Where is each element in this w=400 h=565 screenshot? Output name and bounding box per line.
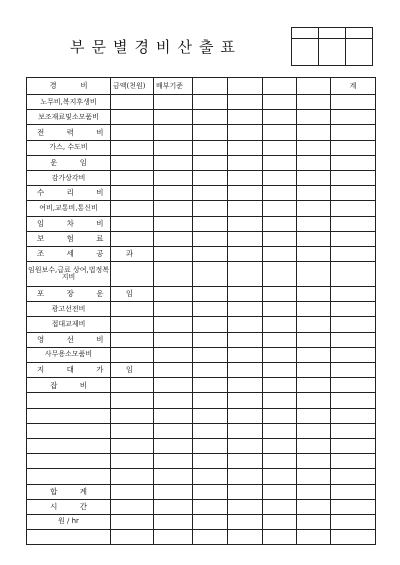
value-cell[interactable] (297, 393, 331, 408)
header-blank (193, 78, 228, 95)
value-cell[interactable] (228, 514, 263, 529)
value-cell[interactable] (331, 499, 376, 514)
row-label: 조 세 공 과 (27, 246, 111, 261)
row-label (27, 408, 111, 423)
value-cell[interactable] (228, 201, 263, 216)
value-cell[interactable] (263, 95, 297, 110)
value-cell[interactable] (263, 186, 297, 201)
value-cell[interactable] (263, 287, 297, 302)
value-cell[interactable] (193, 201, 228, 216)
value-cell[interactable] (263, 423, 297, 438)
value-cell[interactable] (331, 423, 376, 438)
value-cell[interactable] (228, 231, 263, 246)
value-cell[interactable] (193, 95, 228, 110)
row-label (27, 438, 111, 453)
value-cell[interactable] (263, 170, 297, 185)
table-row (27, 302, 376, 317)
table-row (27, 378, 376, 393)
table-row (27, 201, 376, 216)
value-cell[interactable] (154, 125, 193, 140)
value-cell[interactable] (193, 530, 228, 545)
value-cell[interactable] (154, 317, 193, 332)
value-cell[interactable] (297, 454, 331, 469)
table-row (27, 393, 376, 408)
value-cell[interactable] (111, 393, 154, 408)
row-label (27, 530, 111, 545)
header-blank (297, 78, 331, 95)
value-cell[interactable] (111, 514, 154, 529)
value-cell[interactable] (154, 423, 193, 438)
value-cell[interactable] (154, 363, 193, 378)
header-blank (228, 78, 263, 95)
value-cell[interactable] (297, 246, 331, 261)
value-cell[interactable] (297, 499, 331, 514)
value-cell[interactable] (193, 332, 228, 347)
value-cell[interactable] (193, 110, 228, 125)
value-cell[interactable] (331, 140, 376, 155)
header-blank (263, 78, 297, 95)
value-cell[interactable] (111, 408, 154, 423)
value-cell[interactable] (228, 454, 263, 469)
row-label (27, 454, 111, 469)
value-cell[interactable] (263, 363, 297, 378)
value-cell[interactable] (297, 363, 331, 378)
value-cell[interactable] (263, 201, 297, 216)
row-label: 합 계 (27, 484, 111, 499)
value-cell[interactable] (193, 155, 228, 170)
table-row (27, 363, 376, 378)
value-cell[interactable] (154, 393, 193, 408)
row-label: 가스, 수도비 (27, 140, 111, 155)
table-row (27, 287, 376, 302)
table-row (27, 246, 376, 261)
value-cell[interactable] (111, 332, 154, 347)
value-cell[interactable] (297, 216, 331, 231)
value-cell[interactable] (193, 186, 228, 201)
table-row (27, 110, 376, 125)
value-cell[interactable] (331, 201, 376, 216)
value-cell[interactable] (297, 110, 331, 125)
value-cell[interactable] (331, 484, 376, 499)
value-cell[interactable] (193, 408, 228, 423)
value-cell[interactable] (111, 499, 154, 514)
table-row (27, 95, 376, 110)
value-cell[interactable] (263, 262, 297, 287)
approval-stamp-box (291, 27, 373, 66)
value-cell[interactable] (111, 155, 154, 170)
value-cell[interactable] (263, 408, 297, 423)
value-cell[interactable] (331, 155, 376, 170)
table-row (27, 140, 376, 155)
value-cell[interactable] (154, 438, 193, 453)
header-total: 계 (331, 78, 376, 95)
value-cell[interactable] (228, 95, 263, 110)
value-cell[interactable] (228, 170, 263, 185)
value-cell[interactable] (193, 454, 228, 469)
value-cell[interactable] (228, 287, 263, 302)
table-row (27, 423, 376, 438)
value-cell[interactable] (297, 332, 331, 347)
value-cell[interactable] (228, 140, 263, 155)
value-cell[interactable] (193, 140, 228, 155)
row-label: 사무용소모품비 (27, 347, 111, 362)
value-cell[interactable] (297, 186, 331, 201)
value-cell[interactable] (297, 170, 331, 185)
value-cell[interactable] (263, 378, 297, 393)
value-cell[interactable] (154, 216, 193, 231)
table-row (27, 514, 376, 529)
value-cell[interactable] (154, 530, 193, 545)
table-row (27, 484, 376, 499)
table-row (27, 408, 376, 423)
value-cell[interactable] (228, 262, 263, 287)
value-cell[interactable] (154, 484, 193, 499)
value-cell[interactable] (193, 514, 228, 529)
row-label: 운 임 (27, 155, 111, 170)
value-cell[interactable] (331, 347, 376, 362)
value-cell[interactable] (154, 95, 193, 110)
value-cell[interactable] (228, 246, 263, 261)
value-cell[interactable] (228, 110, 263, 125)
value-cell[interactable] (111, 216, 154, 231)
row-label: 잡 비 (27, 378, 111, 393)
row-label: 지 대 가 임 (27, 363, 111, 378)
row-label: 임원보수,급료 상여,법정복지비 (27, 262, 111, 287)
value-cell[interactable] (331, 363, 376, 378)
value-cell[interactable] (263, 530, 297, 545)
row-label: 영 선 비 (27, 332, 111, 347)
value-cell[interactable] (154, 110, 193, 125)
value-cell[interactable] (297, 347, 331, 362)
value-cell[interactable] (228, 332, 263, 347)
value-cell[interactable] (228, 125, 263, 140)
value-cell[interactable] (263, 499, 297, 514)
value-cell[interactable] (154, 302, 193, 317)
value-cell[interactable] (154, 499, 193, 514)
value-cell[interactable] (263, 469, 297, 484)
value-cell[interactable] (297, 530, 331, 545)
value-cell[interactable] (331, 302, 376, 317)
value-cell[interactable] (263, 155, 297, 170)
value-cell[interactable] (263, 514, 297, 529)
table-row (27, 262, 376, 287)
value-cell[interactable] (297, 155, 331, 170)
row-label: 수 리 비 (27, 186, 111, 201)
value-cell[interactable] (228, 530, 263, 545)
value-cell[interactable] (331, 332, 376, 347)
value-cell[interactable] (297, 231, 331, 246)
table-row (27, 469, 376, 484)
value-cell[interactable] (297, 484, 331, 499)
approval-cell[interactable] (346, 39, 373, 66)
value-cell[interactable] (297, 378, 331, 393)
value-cell[interactable] (331, 317, 376, 332)
row-label: 광고선전비 (27, 302, 111, 317)
value-cell[interactable] (263, 454, 297, 469)
value-cell[interactable] (331, 110, 376, 125)
value-cell[interactable] (297, 408, 331, 423)
value-cell[interactable] (331, 246, 376, 261)
value-cell[interactable] (111, 262, 154, 287)
value-cell[interactable] (331, 95, 376, 110)
row-label: 감가상각비 (27, 170, 111, 185)
value-cell[interactable] (297, 469, 331, 484)
value-cell[interactable] (193, 438, 228, 453)
value-cell[interactable] (331, 514, 376, 529)
value-cell[interactable] (111, 454, 154, 469)
row-label: 여비,교통비,통신비 (27, 201, 111, 216)
value-cell[interactable] (154, 155, 193, 170)
value-cell[interactable] (331, 287, 376, 302)
value-cell[interactable] (228, 347, 263, 362)
value-cell[interactable] (297, 514, 331, 529)
value-cell[interactable] (297, 287, 331, 302)
value-cell[interactable] (111, 95, 154, 110)
value-cell[interactable] (331, 170, 376, 185)
header-allocation-basis: 배부기준 (154, 78, 193, 95)
value-cell[interactable] (228, 317, 263, 332)
value-cell[interactable] (331, 530, 376, 545)
value-cell[interactable] (193, 423, 228, 438)
row-label: 보조재료및소모품비 (27, 110, 111, 125)
value-cell[interactable] (111, 125, 154, 140)
value-cell[interactable] (193, 317, 228, 332)
value-cell[interactable] (331, 454, 376, 469)
table-header-row (27, 78, 376, 95)
value-cell[interactable] (111, 347, 154, 362)
value-cell[interactable] (297, 438, 331, 453)
table-row (27, 454, 376, 469)
value-cell[interactable] (111, 484, 154, 499)
row-label: 포 장 운 임 (27, 287, 111, 302)
value-cell[interactable] (228, 423, 263, 438)
value-cell[interactable] (154, 454, 193, 469)
value-cell[interactable] (111, 302, 154, 317)
value-cell[interactable] (154, 332, 193, 347)
value-cell[interactable] (154, 186, 193, 201)
value-cell[interactable] (111, 438, 154, 453)
value-cell[interactable] (331, 186, 376, 201)
value-cell[interactable] (111, 140, 154, 155)
value-cell[interactable] (193, 262, 228, 287)
value-cell[interactable] (193, 347, 228, 362)
value-cell[interactable] (193, 246, 228, 261)
value-cell[interactable] (331, 469, 376, 484)
value-cell[interactable] (228, 393, 263, 408)
value-cell[interactable] (111, 469, 154, 484)
value-cell[interactable] (297, 317, 331, 332)
value-cell[interactable] (228, 302, 263, 317)
table-row (27, 155, 376, 170)
table-row (27, 216, 376, 231)
value-cell[interactable] (263, 246, 297, 261)
value-cell[interactable] (263, 484, 297, 499)
row-label (27, 393, 111, 408)
value-cell[interactable] (263, 332, 297, 347)
value-cell[interactable] (228, 216, 263, 231)
approval-cell[interactable] (292, 39, 319, 66)
row-label (27, 423, 111, 438)
value-cell[interactable] (154, 378, 193, 393)
value-cell[interactable] (154, 201, 193, 216)
value-cell[interactable] (263, 393, 297, 408)
header-expense-item: 경 비 (27, 78, 111, 95)
value-cell[interactable] (297, 95, 331, 110)
value-cell[interactable] (193, 287, 228, 302)
value-cell[interactable] (331, 393, 376, 408)
value-cell[interactable] (263, 110, 297, 125)
value-cell[interactable] (228, 484, 263, 499)
value-cell[interactable] (228, 186, 263, 201)
value-cell[interactable] (297, 140, 331, 155)
value-cell[interactable] (263, 317, 297, 332)
value-cell[interactable] (193, 231, 228, 246)
value-cell[interactable] (154, 262, 193, 287)
approval-cell[interactable] (346, 28, 373, 39)
table-row (27, 332, 376, 347)
value-cell[interactable] (154, 514, 193, 529)
value-cell[interactable] (193, 363, 228, 378)
value-cell[interactable] (193, 378, 228, 393)
value-cell[interactable] (297, 423, 331, 438)
value-cell[interactable] (154, 408, 193, 423)
value-cell[interactable] (154, 469, 193, 484)
value-cell[interactable] (193, 469, 228, 484)
value-cell[interactable] (297, 302, 331, 317)
value-cell[interactable] (193, 393, 228, 408)
value-cell[interactable] (111, 110, 154, 125)
approval-cell[interactable] (319, 39, 346, 66)
value-cell[interactable] (331, 125, 376, 140)
value-cell[interactable] (263, 302, 297, 317)
value-cell[interactable] (154, 170, 193, 185)
page-title: 부문별경비산출표 (70, 38, 242, 56)
row-label (27, 469, 111, 484)
value-cell[interactable] (228, 378, 263, 393)
value-cell[interactable] (193, 216, 228, 231)
row-label: 시 간 (27, 499, 111, 514)
value-cell[interactable] (331, 216, 376, 231)
value-cell[interactable] (111, 201, 154, 216)
row-label: 임 차 비 (27, 216, 111, 231)
value-cell[interactable] (228, 408, 263, 423)
table-row (27, 125, 376, 140)
value-cell[interactable] (263, 216, 297, 231)
table-row (27, 530, 376, 545)
value-cell[interactable] (111, 231, 154, 246)
value-cell[interactable] (331, 438, 376, 453)
table-row (27, 347, 376, 362)
row-label: 보 험 료 (27, 231, 111, 246)
value-cell[interactable] (331, 378, 376, 393)
value-cell[interactable] (154, 140, 193, 155)
value-cell[interactable] (193, 499, 228, 514)
value-cell[interactable] (263, 231, 297, 246)
value-cell[interactable] (228, 363, 263, 378)
table-row (27, 438, 376, 453)
value-cell[interactable] (263, 438, 297, 453)
value-cell[interactable] (111, 423, 154, 438)
value-cell[interactable] (263, 125, 297, 140)
value-cell[interactable] (111, 170, 154, 185)
table-row (27, 186, 376, 201)
table-row (27, 231, 376, 246)
value-cell[interactable] (193, 484, 228, 499)
value-cell[interactable] (263, 347, 297, 362)
value-cell[interactable] (297, 125, 331, 140)
row-label: 노무비,복지후생비 (27, 95, 111, 110)
value-cell[interactable] (193, 125, 228, 140)
value-cell[interactable] (228, 499, 263, 514)
value-cell[interactable] (331, 231, 376, 246)
value-cell[interactable] (193, 170, 228, 185)
row-label: 원 / hr (27, 514, 111, 529)
value-cell[interactable] (154, 231, 193, 246)
value-cell[interactable] (331, 408, 376, 423)
table-row (27, 170, 376, 185)
value-cell[interactable] (111, 378, 154, 393)
value-cell[interactable] (228, 469, 263, 484)
value-cell[interactable] (331, 262, 376, 287)
value-cell[interactable] (111, 186, 154, 201)
value-cell[interactable] (263, 140, 297, 155)
value-cell[interactable] (297, 201, 331, 216)
value-cell[interactable] (111, 317, 154, 332)
header-amount: 금액(천원) (111, 78, 154, 95)
value-cell[interactable] (111, 530, 154, 545)
row-label: 접대교제비 (27, 317, 111, 332)
approval-cell[interactable] (319, 28, 346, 39)
value-cell[interactable] (297, 262, 331, 287)
table-row (27, 317, 376, 332)
value-cell[interactable] (193, 302, 228, 317)
value-cell[interactable] (154, 246, 193, 261)
value-cell[interactable] (154, 287, 193, 302)
approval-cell[interactable] (292, 28, 319, 39)
table-row (27, 499, 376, 514)
value-cell[interactable] (154, 347, 193, 362)
expense-table (26, 77, 376, 545)
value-cell[interactable] (228, 438, 263, 453)
value-cell[interactable] (228, 155, 263, 170)
row-label: 전 력 비 (27, 125, 111, 140)
